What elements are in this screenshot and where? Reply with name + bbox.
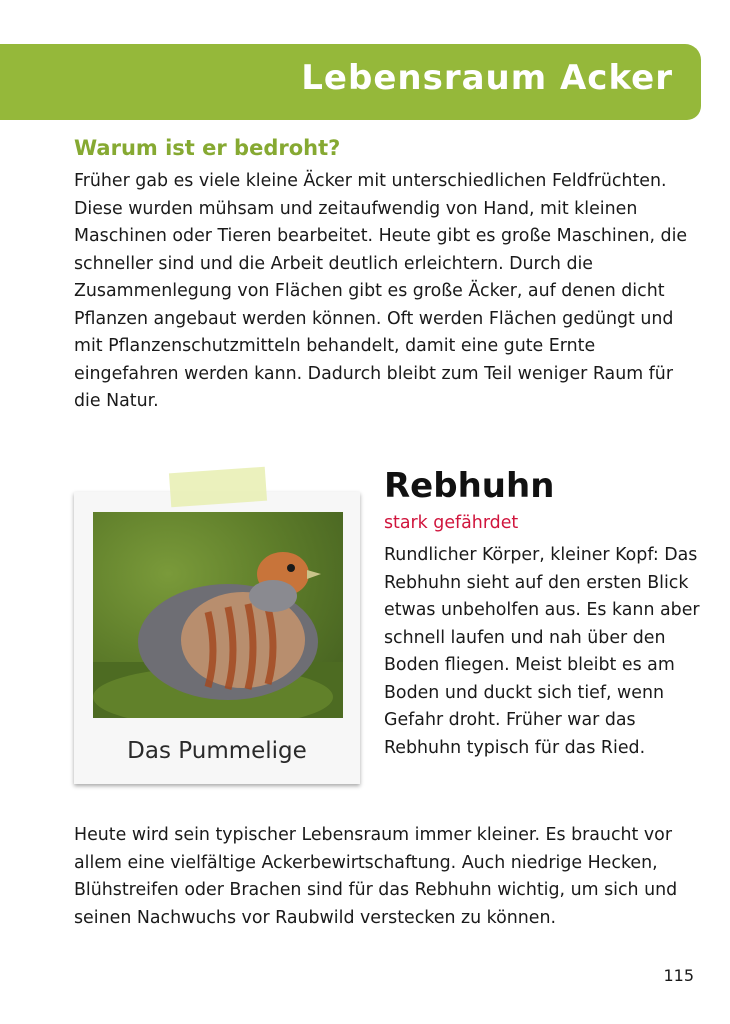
status-label: stark gefährdet: [384, 513, 519, 533]
title-banner: [0, 44, 701, 120]
partridge-photo: [93, 512, 343, 718]
page-number: 115: [663, 966, 694, 985]
species-name: Rebhuhn: [384, 466, 555, 506]
photo-caption: Das Pummelige: [127, 738, 307, 764]
section-heading: Warum ist er bedroht?: [74, 136, 341, 160]
species-description: Rundlicher Körper, kleiner Kopf: Das Rebhuhn sieht auf den ersten Blick etwas unbeholfen aus. Es kann aber schnell laufen und nah über den Boden fliegen. Meist bleibt es am Boden und duckt sich tief, wenn Gefahr droht. Früher war das Rebhuhn typisch für das Ried.: [384, 545, 700, 758]
photo-frame: [74, 492, 360, 784]
intro-paragraph: Früher gab es viele kleine Äcker mit unterschiedlichen Feldfrüchten. Diese wurden mühsam und zeitaufwendig von Hand, mit kleinen Maschinen oder Tieren bearbeitet. Heute gibt es große Maschinen, die schneller sind und die Arbeit deutlich erleichtern. Durch die Zusammenlegung von Flächen gibt es große Äcker, auf denen dicht Pflanzen angebaut werden können. Oft werden Flächen gedüngt und mit Pflanzenschutzmitteln behandelt, damit eine gute Ernte eingefahren werden kann. Dadurch bleibt zum Teil weniger Raum für die Natur.: [74, 171, 688, 411]
tape-strip: [169, 467, 267, 508]
habitat-paragraph: Heute wird sein typischer Lebensraum immer kleiner. Es braucht vor allem eine vielfältige Ackerbewirtschaftung. Auch niedrige Hecken, Blühstreifen oder Brachen sind für das Rebhuhn wichtig, um sich und seinen Nachwuchs vor Raubwild verstecken zu können.: [74, 825, 678, 928]
partridge-illustration: [93, 512, 343, 718]
page-title: Lebensraum Acker: [301, 58, 673, 98]
